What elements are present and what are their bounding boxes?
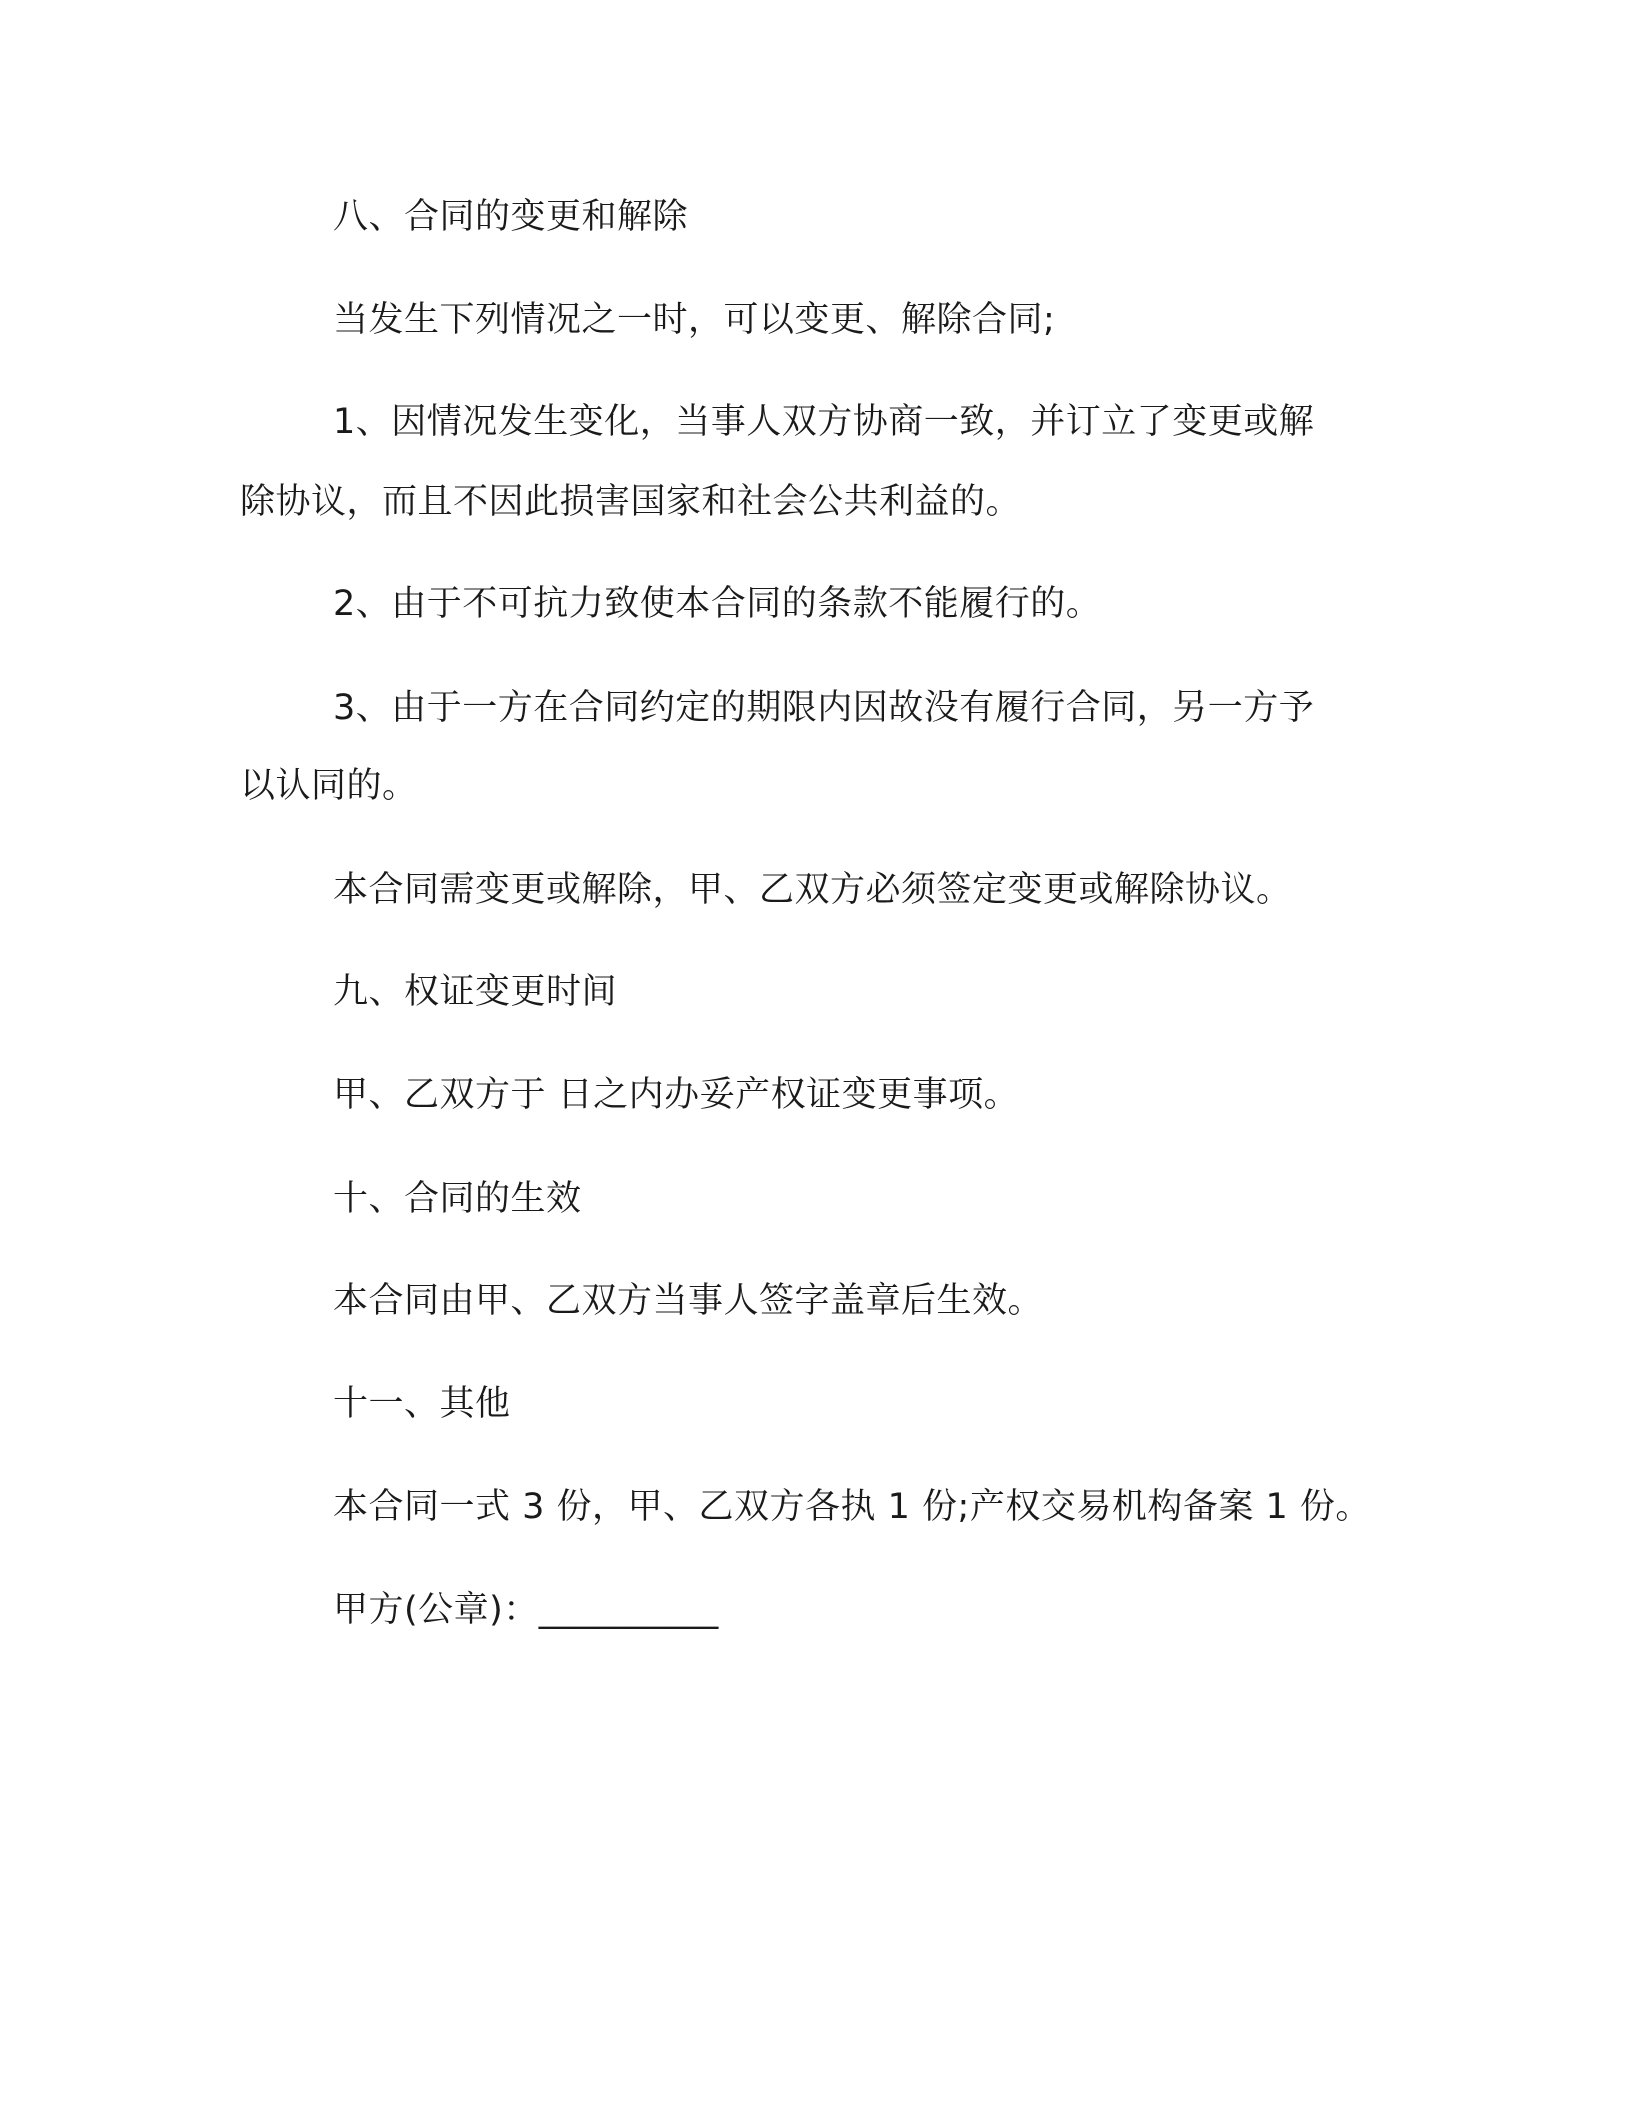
section-11-body: 本合同一式 3 份，甲、乙双方各执 1 份;产权交易机构备案 1 份。 (333, 1487, 1371, 1527)
clause-3-line-1: 3、由于一方在合同约定的期限内因故没有履行合同，另一方予 (333, 688, 1315, 728)
section-11-heading: 十一、其他 (333, 1384, 511, 1424)
section-8-intro: 当发生下列情况之一时，可以变更、解除合同; (333, 300, 1056, 340)
section-9-heading: 九、权证变更时间 (333, 972, 618, 1012)
section-10-body: 本合同由甲、乙双方当事人签字盖章后生效。 (333, 1281, 1044, 1321)
clause-1-line-2: 除协议，而且不因此损害国家和社会公共利益的。 (240, 482, 1022, 522)
amendment-note: 本合同需变更或解除，甲、乙双方必须签定变更或解除协议。 (333, 870, 1292, 910)
section-9-body: 甲、乙双方于 日之内办妥产权证变更事项。 (333, 1075, 1020, 1115)
clause-2: 2、由于不可抗力致使本合同的条款不能履行的。 (333, 584, 1102, 624)
clause-1-line-1: 1、因情况发生变化，当事人双方协商一致，并订立了变更或解 (333, 402, 1315, 442)
section-8-heading: 八、合同的变更和解除 (333, 197, 689, 237)
party-a-signature-line: 甲方(公章)：__________ (333, 1590, 719, 1630)
clause-3-line-2: 以认同的。 (240, 766, 418, 806)
section-10-heading: 十、合同的生效 (333, 1179, 582, 1219)
